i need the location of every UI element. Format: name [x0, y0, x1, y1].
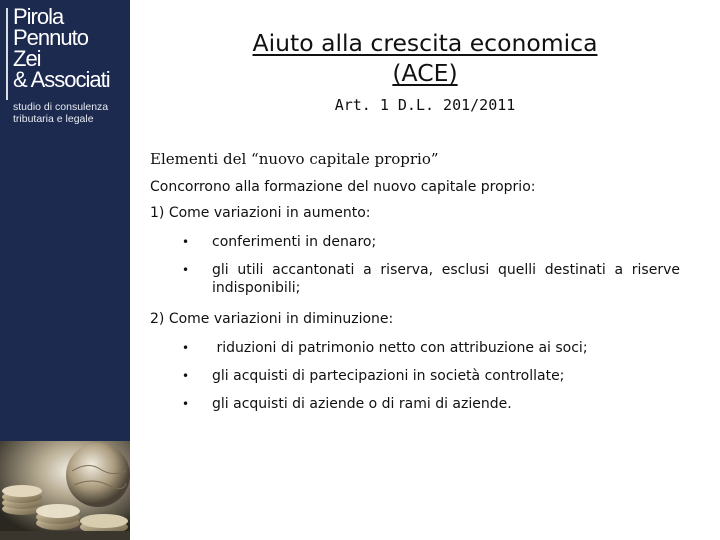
logo-line-2: Pennuto [13, 25, 88, 50]
decorative-photo [0, 441, 130, 540]
slide-title [200, 28, 650, 88]
increase-list [150, 233, 680, 297]
list-item [150, 367, 680, 385]
list-item-text: riduzioni di patrimonio netto con attribuzione ai soci; [212, 340, 588, 356]
logo-line-4: & Associati [13, 67, 110, 92]
title-line-2: (ACE) [392, 59, 458, 87]
firm-logo [6, 6, 126, 90]
bullet-icon: • [182, 397, 190, 411]
bullet-icon: • [182, 235, 190, 249]
sidebar [0, 0, 130, 540]
increase-section-label: 1) Come variazioni in aumento: [150, 205, 371, 221]
list-item [150, 261, 680, 297]
slide-body [150, 150, 680, 427]
list-item [150, 339, 680, 357]
list-item-text: gli acquisti di partecipazioni in società controllate; [212, 368, 565, 384]
logo-line-1: Pirola [13, 4, 64, 29]
logo-line-3: Zei [13, 46, 41, 71]
firm-tagline [13, 101, 108, 125]
list-item [150, 233, 680, 251]
section-heading: Elementi del “nuovo capitale proprio” [150, 150, 439, 168]
intro-text: Concorrono alla formazione del nuovo capitale proprio: [150, 179, 536, 195]
bullet-icon: • [182, 341, 190, 355]
decrease-section-label: 2) Come variazioni in diminuzione: [150, 311, 394, 327]
slide-subtitle: Art. 1 D.L. 201/2011 [334, 96, 516, 114]
list-item-text: gli acquisti di aziende o di rami di aziende. [212, 396, 512, 412]
title-line-1: Aiuto alla crescita economica [252, 29, 598, 57]
logo-divider [6, 8, 8, 100]
bullet-icon: • [182, 263, 190, 277]
decrease-list [150, 339, 680, 413]
bullet-icon: • [182, 369, 190, 383]
list-item [150, 395, 680, 413]
tagline-line-2: tributaria e legale [13, 113, 94, 125]
list-item-text: conferimenti in denaro; [212, 234, 377, 250]
list-item-text: gli utili accantonati a riserva, esclusi quelli destinati a riserve indisponibili; [212, 262, 680, 296]
tagline-line-1: studio di consulenza [13, 101, 109, 113]
coins-globe-image [0, 441, 130, 540]
